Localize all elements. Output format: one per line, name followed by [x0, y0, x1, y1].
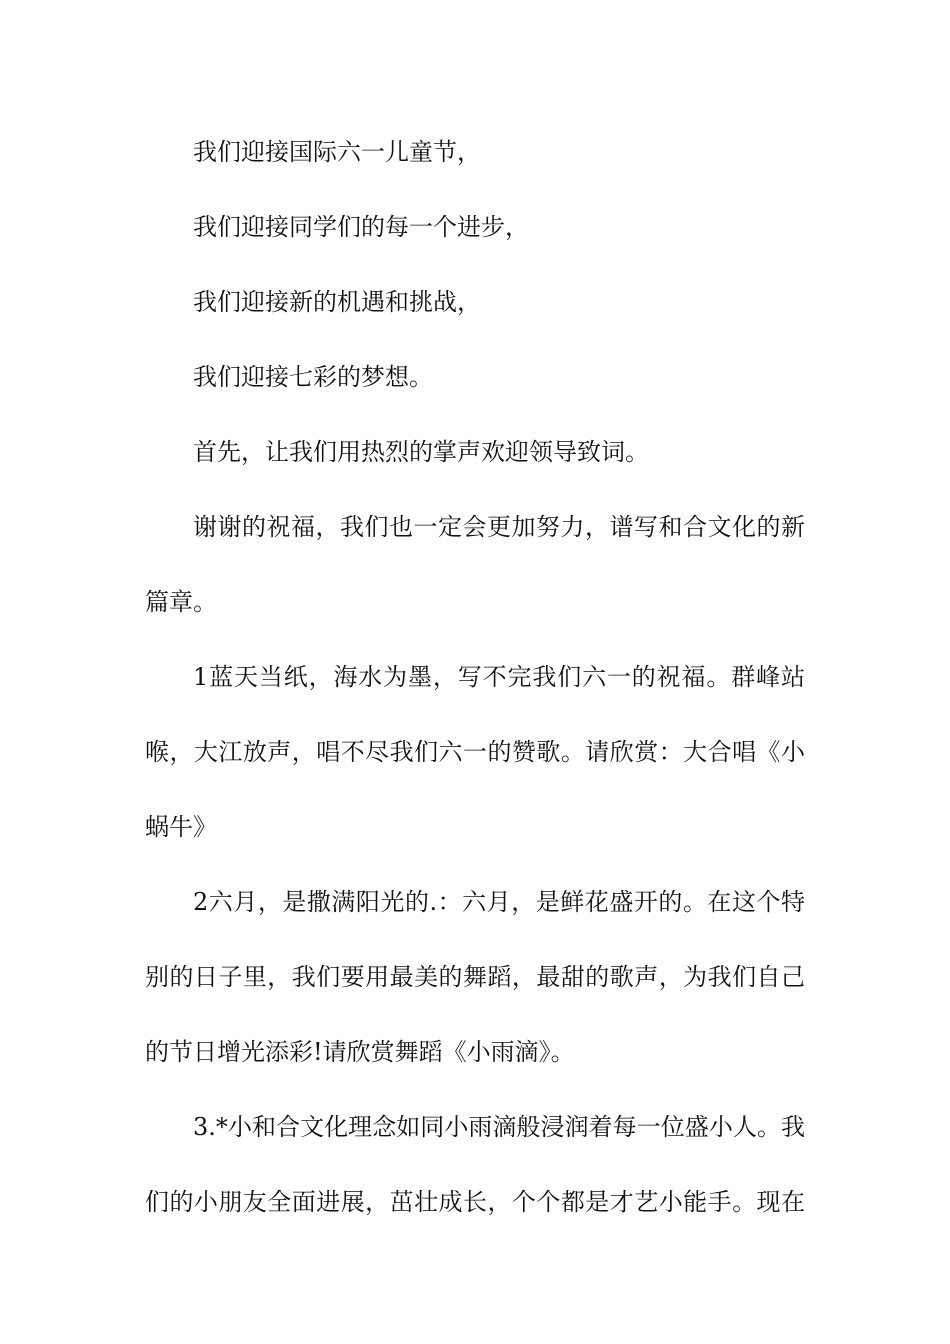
text-line-12: 别的日子里，我们要用最美的舞蹈，最甜的歌声，为我们自己: [145, 963, 805, 991]
text-line-4: 我们迎接七彩的梦想。: [193, 363, 433, 391]
text-line-6: 谢谢的祝福，我们也一定会更加努力，谱写和合文化的新: [193, 513, 805, 541]
text-line-8: 1蓝天当纸，海水为墨，写不完我们六一的祝福。群峰站: [193, 663, 805, 691]
text-line-10: 蜗牛》: [145, 813, 217, 841]
text-line-14: 3.*小和合文化理念如同小雨滴般浸润着每一位盛小人。我: [193, 1113, 805, 1141]
text-line-15: 们的小朋友全面进展，茁壮成长，个个都是才艺小能手。现在: [145, 1188, 805, 1216]
text-line-2: 我们迎接同学们的每一个进步，: [193, 213, 529, 241]
text-line-7: 篇章。: [145, 588, 217, 616]
text-line-9: 喉，大江放声，唱不尽我们六一的赞歌。请欣赏：大合唱《小: [145, 738, 805, 766]
text-line-5: 首先，让我们用热烈的掌声欢迎领导致词。: [193, 438, 649, 466]
text-line-13: 的节日增光添彩!请欣赏舞蹈《小雨滴》。: [145, 1038, 575, 1066]
text-line-3: 我们迎接新的机遇和挑战，: [193, 288, 481, 316]
text-line-11: 2六月，是撒满阳光的.：六月，是鲜花盛开的。在这个特: [193, 888, 805, 916]
text-line-1: 我们迎接国际六一儿童节，: [193, 138, 481, 166]
